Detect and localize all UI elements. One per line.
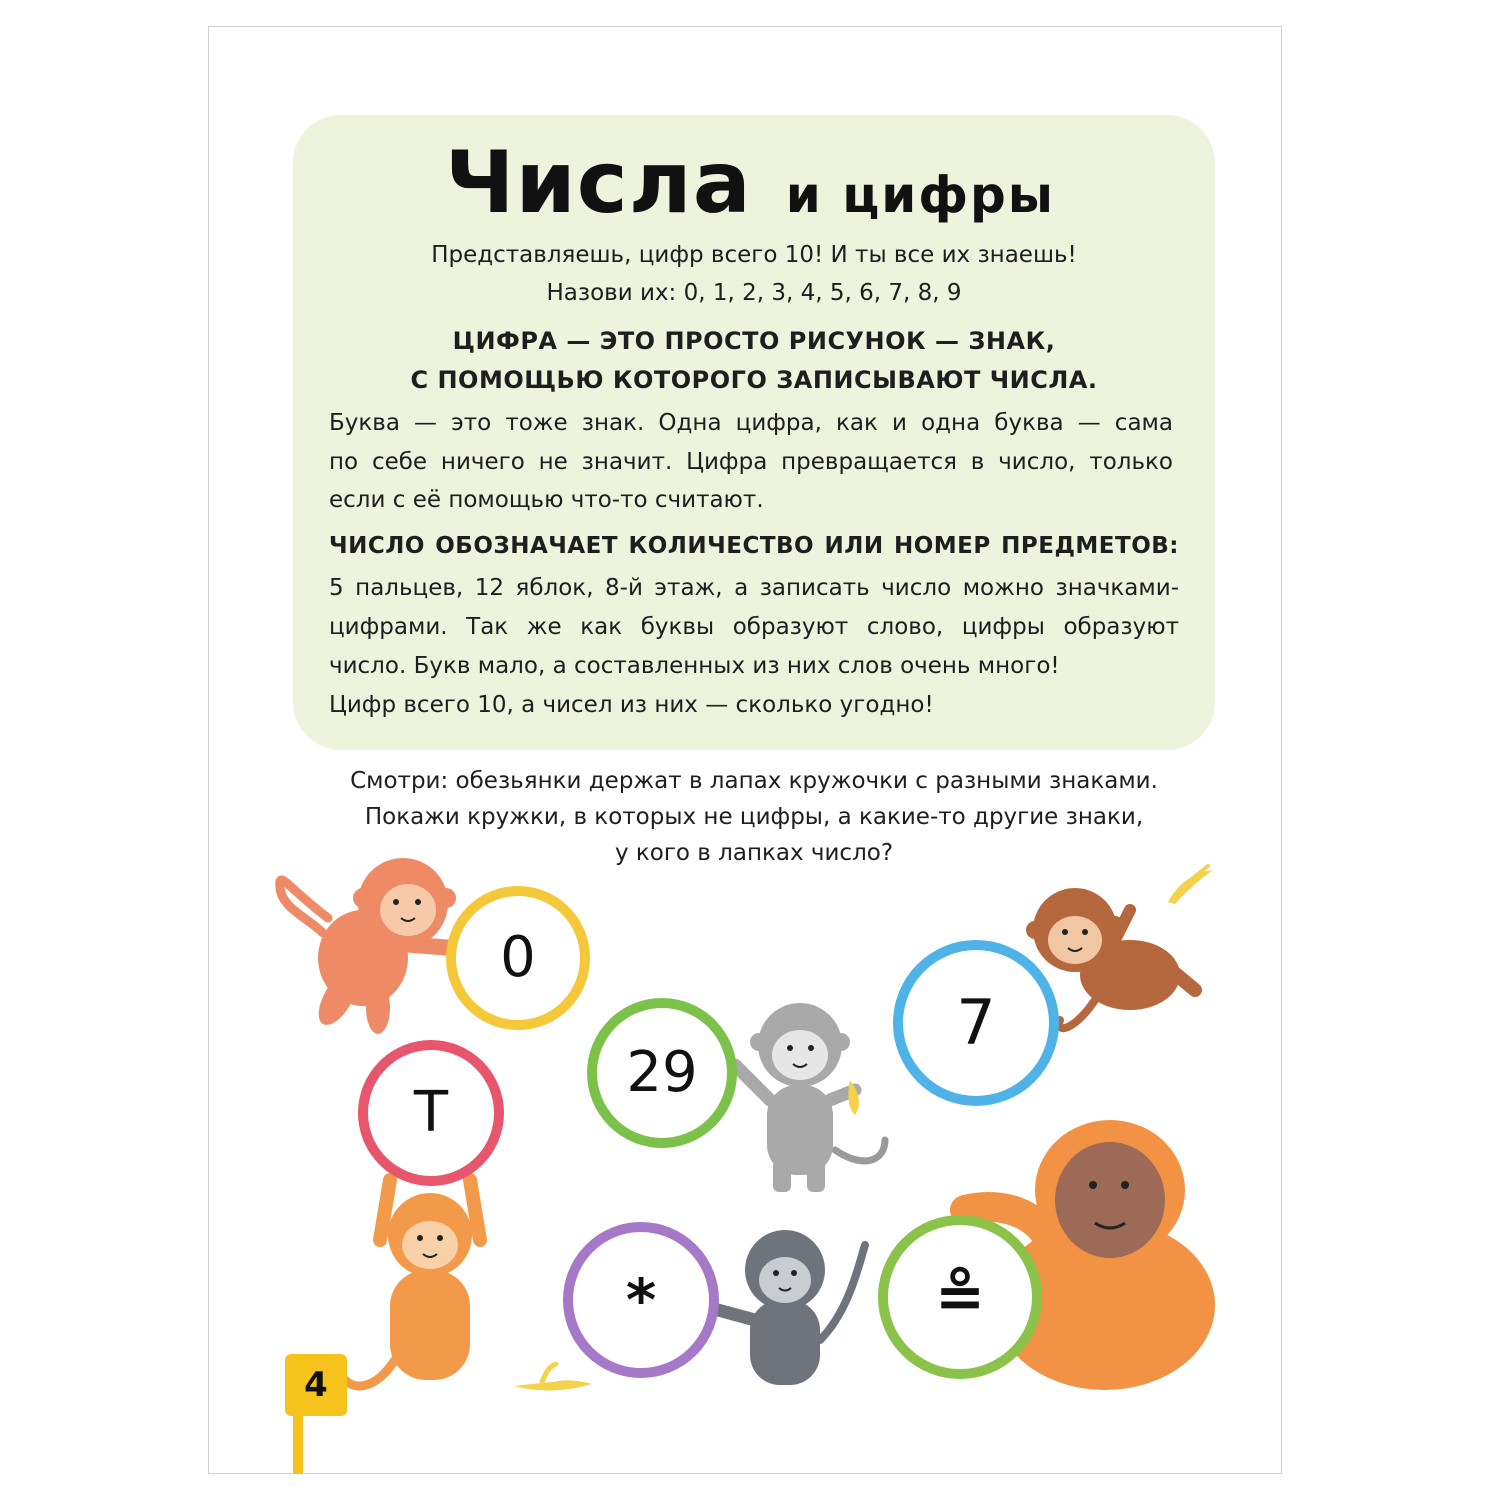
intro-line-1: Представляешь, цифр всего 10! И ты все их знаешь!	[431, 242, 1077, 268]
paragraph2-line-2: цифрами. Так же как буквы образуют слово, цифры образуют	[329, 614, 1179, 640]
title-part-2: и цифры	[785, 166, 1055, 224]
task-line-2: Покажи кружки, в которых не цифры, а какие-то другие знаки,	[364, 804, 1144, 830]
circle-symbol-letter-t	[358, 1040, 504, 1186]
definition-line-1: ЦИФРА — ЭТО ПРОСТО РИСУНОК — ЗНАК,	[452, 327, 1056, 355]
circle-symbol-seven	[893, 940, 1059, 1106]
circle-symbol-zero	[446, 886, 590, 1030]
task-line-3: у кого в лапках число?	[614, 840, 894, 866]
page-number	[285, 1354, 347, 1416]
banana-peel-icon-bottom	[512, 1362, 594, 1396]
paragraph1-line-2: по себе ничего не значит. Цифра превращается в число, только	[329, 449, 1173, 475]
monkey-illustration-dark-gray	[700, 1220, 880, 1390]
circle-symbol-ring-equals	[878, 1215, 1042, 1379]
number-heading: ЧИСЛО ОБОЗНАЧАЕТ КОЛИЧЕСТВО ИЛИ НОМЕР ПРЕДМЕТОВ:	[329, 533, 1179, 559]
page-number-text: 4	[304, 1365, 328, 1405]
paragraph2-line-1: 5 пальцев, 12 яблок, 8-й этаж, а записать число можно значками-	[329, 575, 1179, 601]
title-part-1: Числа	[445, 133, 752, 233]
page-title	[0, 133, 1500, 233]
definition-line-2: С ПОМОЩЬЮ КОТОРОГО ЗАПИСЫВАЮТ ЧИСЛА.	[410, 366, 1098, 394]
banana-icon-top-right	[1163, 864, 1218, 906]
intro-line-2: Назови их: 0, 1, 2, 3, 4, 5, 6, 7, 8, 9	[546, 280, 962, 306]
paragraph1-line-1: Буква — это тоже знак. Одна цифра, как и одна буква — сама	[329, 410, 1173, 436]
circle-symbol-text: ≗	[934, 1262, 986, 1332]
paragraph2-line-4: Цифр всего 10, а чисел из них — сколько угодно!	[329, 692, 934, 718]
paragraph1-line-3: если с её помощью что-то считают.	[329, 487, 764, 513]
circle-symbol-text: 7	[956, 986, 996, 1059]
circle-symbol-twenty-nine	[587, 998, 737, 1148]
circle-symbol-asterisk	[563, 1222, 719, 1378]
task-line-1: Смотри: обезьянки держат в лапах кружочки с разными знаками.	[350, 768, 1158, 794]
circle-symbol-text: 29	[626, 1040, 698, 1105]
monkey-illustration-orange-bottom-left	[345, 1160, 525, 1400]
page-number-post	[293, 1416, 303, 1474]
paragraph2-line-3: число. Букв мало, а составленных из них слов очень много!	[329, 653, 1060, 679]
circle-symbol-text: Т	[413, 1080, 449, 1145]
circle-symbol-text: *	[625, 1266, 657, 1334]
monkey-illustration-gray-center	[725, 1000, 895, 1195]
circle-symbol-text: 0	[500, 925, 536, 990]
